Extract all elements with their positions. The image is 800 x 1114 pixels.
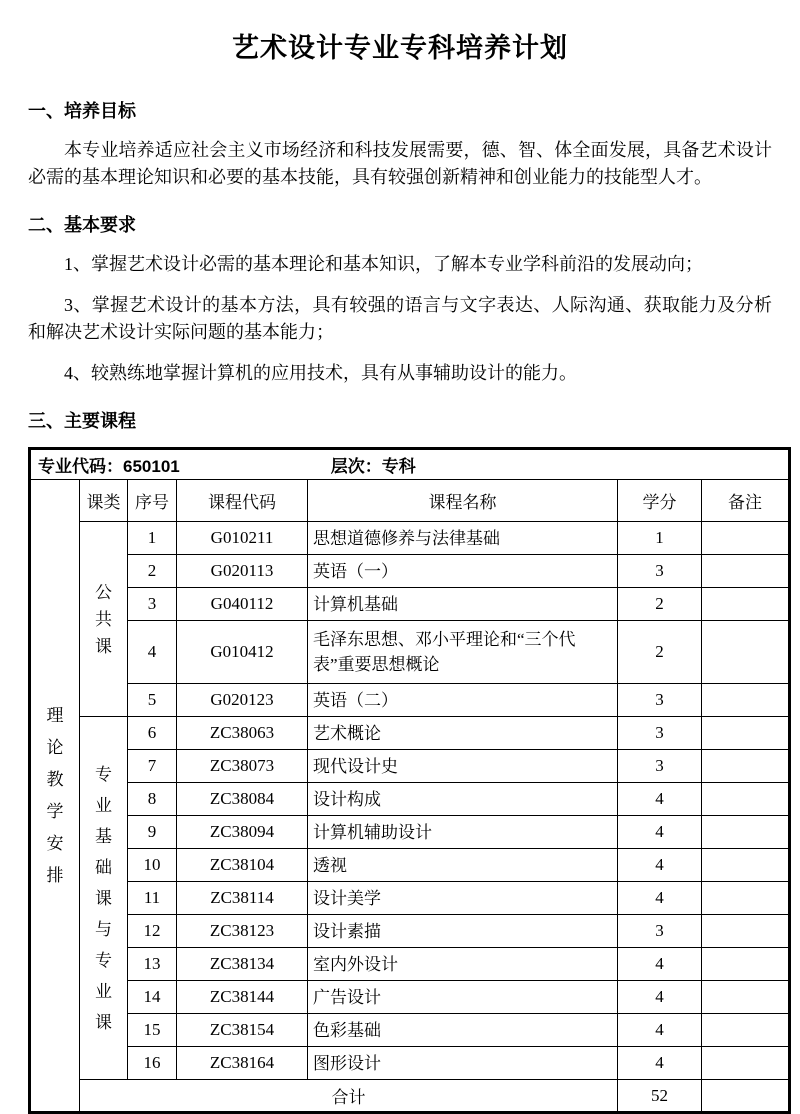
course-credits: 4	[618, 1014, 702, 1047]
left-axis-char: 学	[46, 801, 64, 821]
course-serial-no: 5	[128, 684, 177, 717]
total-label: 合计	[80, 1080, 618, 1113]
course-credits: 4	[618, 1047, 702, 1080]
course-credits: 3	[618, 555, 702, 588]
level-label: 层次：	[330, 457, 382, 476]
course-code: ZC38114	[177, 882, 308, 915]
course-name: 广告设计	[308, 981, 618, 1014]
group-label-char: 专	[95, 764, 112, 784]
group-label-char: 基	[95, 826, 112, 846]
group-label-char: 础	[95, 857, 112, 877]
course-code: ZC38134	[177, 948, 308, 981]
course-name: 现代设计史	[308, 750, 618, 783]
course-row-16	[30, 1047, 790, 1080]
course-code: G020113	[177, 555, 308, 588]
course-row-7	[30, 750, 790, 783]
requirement-item-1: 1、掌握艺术设计必需的基本理论和基本知识，了解本专业学科前沿的发展动向；	[64, 254, 703, 274]
column-header-course-type: 课类	[80, 480, 128, 522]
course-note	[702, 849, 790, 882]
course-row-8	[30, 783, 790, 816]
course-plan-table	[28, 447, 791, 1114]
group-label-char: 课	[95, 1012, 112, 1032]
course-row-10	[30, 849, 790, 882]
course-serial-no: 6	[128, 717, 177, 750]
course-credits: 4	[618, 816, 702, 849]
training-goal-paragraph: 本专业培养适应社会主义市场经济和科技发展需要，德、智、体全面发展，具备艺术设计必需的基本理论知识和必要的基本技能，具有较强创新精神和创业能力的技能型人才。	[28, 140, 772, 187]
level-value: 专科	[381, 457, 416, 476]
table-header-row	[30, 480, 790, 522]
course-note	[702, 948, 790, 981]
left-axis-theory-teaching-plan	[30, 480, 80, 1113]
course-serial-no: 9	[128, 816, 177, 849]
requirement-item-4: 4、较熟练地掌握计算机的应用技术，具有从事辅助设计的能力。	[64, 363, 577, 383]
left-axis-char: 教	[46, 769, 64, 789]
course-note	[702, 522, 790, 555]
course-row-1	[30, 522, 790, 555]
course-note	[702, 915, 790, 948]
course-credits: 4	[618, 948, 702, 981]
course-name: 设计素描	[308, 915, 618, 948]
course-note	[702, 981, 790, 1014]
group-label-char: 公	[95, 582, 112, 602]
course-note	[702, 816, 790, 849]
course-name: 透视	[308, 849, 618, 882]
group-label-char: 专	[95, 950, 112, 970]
course-credits: 4	[618, 882, 702, 915]
course-serial-no: 7	[128, 750, 177, 783]
course-group-label-major-courses	[80, 717, 128, 1080]
course-serial-no: 12	[128, 915, 177, 948]
left-axis-char: 论	[46, 737, 64, 757]
course-code: ZC38154	[177, 1014, 308, 1047]
course-code: ZC38164	[177, 1047, 308, 1080]
column-header-note: 备注	[702, 480, 790, 522]
course-serial-no: 8	[128, 783, 177, 816]
course-credits: 3	[618, 915, 702, 948]
course-serial-no: 2	[128, 555, 177, 588]
course-row-6	[30, 717, 790, 750]
course-note	[702, 750, 790, 783]
total-note	[702, 1080, 790, 1113]
course-row-12	[30, 915, 790, 948]
course-row-9	[30, 816, 790, 849]
course-name: 计算机基础	[308, 588, 618, 621]
section-heading-training-goal: 一、培养目标	[28, 101, 136, 121]
course-code: ZC38084	[177, 783, 308, 816]
group-label-char: 课	[95, 888, 112, 908]
requirement-item-3: 3、掌握艺术设计的基本方法，具有较强的语言与文字表达、人际沟通、获取能力及分析和解决艺术设计实际问题的基本能力；	[28, 295, 772, 342]
course-name: 设计构成	[308, 783, 618, 816]
course-name: 艺术概论	[308, 717, 618, 750]
course-credits: 4	[618, 783, 702, 816]
course-name: 英语（一）	[308, 555, 618, 588]
course-serial-no: 16	[128, 1047, 177, 1080]
course-note	[702, 555, 790, 588]
course-serial-no: 15	[128, 1014, 177, 1047]
course-credits: 2	[618, 588, 702, 621]
course-code: ZC38073	[177, 750, 308, 783]
course-code: G040112	[177, 588, 308, 621]
course-serial-no: 3	[128, 588, 177, 621]
course-name: 毛泽东思想、邓小平理论和“三个代表”重要思想概论	[308, 621, 618, 684]
course-row-5	[30, 684, 790, 717]
course-code: ZC38104	[177, 849, 308, 882]
group-label-char: 业	[95, 795, 112, 815]
course-row-11	[30, 882, 790, 915]
table-total-row	[30, 1080, 790, 1113]
column-header-credits: 学分	[618, 480, 702, 522]
level	[331, 457, 416, 476]
course-code: ZC38094	[177, 816, 308, 849]
course-name: 思想道德修养与法律基础	[308, 522, 618, 555]
course-code: ZC38123	[177, 915, 308, 948]
course-credits: 4	[618, 981, 702, 1014]
column-header-serial-no: 序号	[128, 480, 177, 522]
course-code: G010211	[177, 522, 308, 555]
course-credits: 2	[618, 621, 702, 684]
course-note	[702, 684, 790, 717]
section-heading-basic-requirements: 二、基本要求	[28, 215, 136, 235]
course-name: 色彩基础	[308, 1014, 618, 1047]
course-name: 图形设计	[308, 1047, 618, 1080]
course-name: 室内外设计	[308, 948, 618, 981]
group-label-char: 共	[95, 609, 112, 629]
major-code-label: 专业代码：	[38, 457, 123, 476]
course-note	[702, 1014, 790, 1047]
course-serial-no: 11	[128, 882, 177, 915]
column-header-course-code: 课程代码	[177, 480, 308, 522]
column-header-course-name: 课程名称	[308, 480, 618, 522]
group-label-char: 与	[95, 919, 112, 939]
course-row-3	[30, 588, 790, 621]
group-label-char: 课	[95, 636, 112, 656]
total-credits: 52	[618, 1080, 702, 1113]
left-axis-char: 理	[46, 705, 64, 725]
course-code: G010412	[177, 621, 308, 684]
course-code: ZC38144	[177, 981, 308, 1014]
course-note	[702, 1047, 790, 1080]
left-axis-char: 排	[46, 865, 64, 885]
course-serial-no: 14	[128, 981, 177, 1014]
course-name: 英语（二）	[308, 684, 618, 717]
course-serial-no: 1	[128, 522, 177, 555]
course-serial-no: 10	[128, 849, 177, 882]
course-name: 设计美学	[308, 882, 618, 915]
course-serial-no: 4	[128, 621, 177, 684]
course-code: ZC38063	[177, 717, 308, 750]
course-row-2	[30, 555, 790, 588]
major-code	[38, 452, 326, 477]
course-credits: 4	[618, 849, 702, 882]
course-name: 计算机辅助设计	[308, 816, 618, 849]
table-meta-row	[30, 449, 790, 480]
section-heading-main-courses: 三、主要课程	[28, 411, 136, 431]
course-code: G020123	[177, 684, 308, 717]
course-group-label-public-courses	[80, 522, 128, 717]
course-note	[702, 882, 790, 915]
course-note	[702, 783, 790, 816]
group-label-char: 业	[95, 981, 112, 1001]
course-credits: 1	[618, 522, 702, 555]
course-row-4	[30, 621, 790, 684]
course-row-13	[30, 948, 790, 981]
major-code-value: 650101	[123, 457, 180, 476]
table-meta-cell	[30, 449, 790, 480]
course-note	[702, 588, 790, 621]
course-credits: 3	[618, 684, 702, 717]
course-note	[702, 717, 790, 750]
course-serial-no: 13	[128, 948, 177, 981]
course-row-14	[30, 981, 790, 1014]
course-row-15	[30, 1014, 790, 1047]
left-axis-char: 安	[46, 833, 64, 853]
course-note	[702, 621, 790, 684]
document-title: 艺术设计专业专科培养计划	[232, 33, 568, 63]
course-credits: 3	[618, 750, 702, 783]
course-credits: 3	[618, 717, 702, 750]
